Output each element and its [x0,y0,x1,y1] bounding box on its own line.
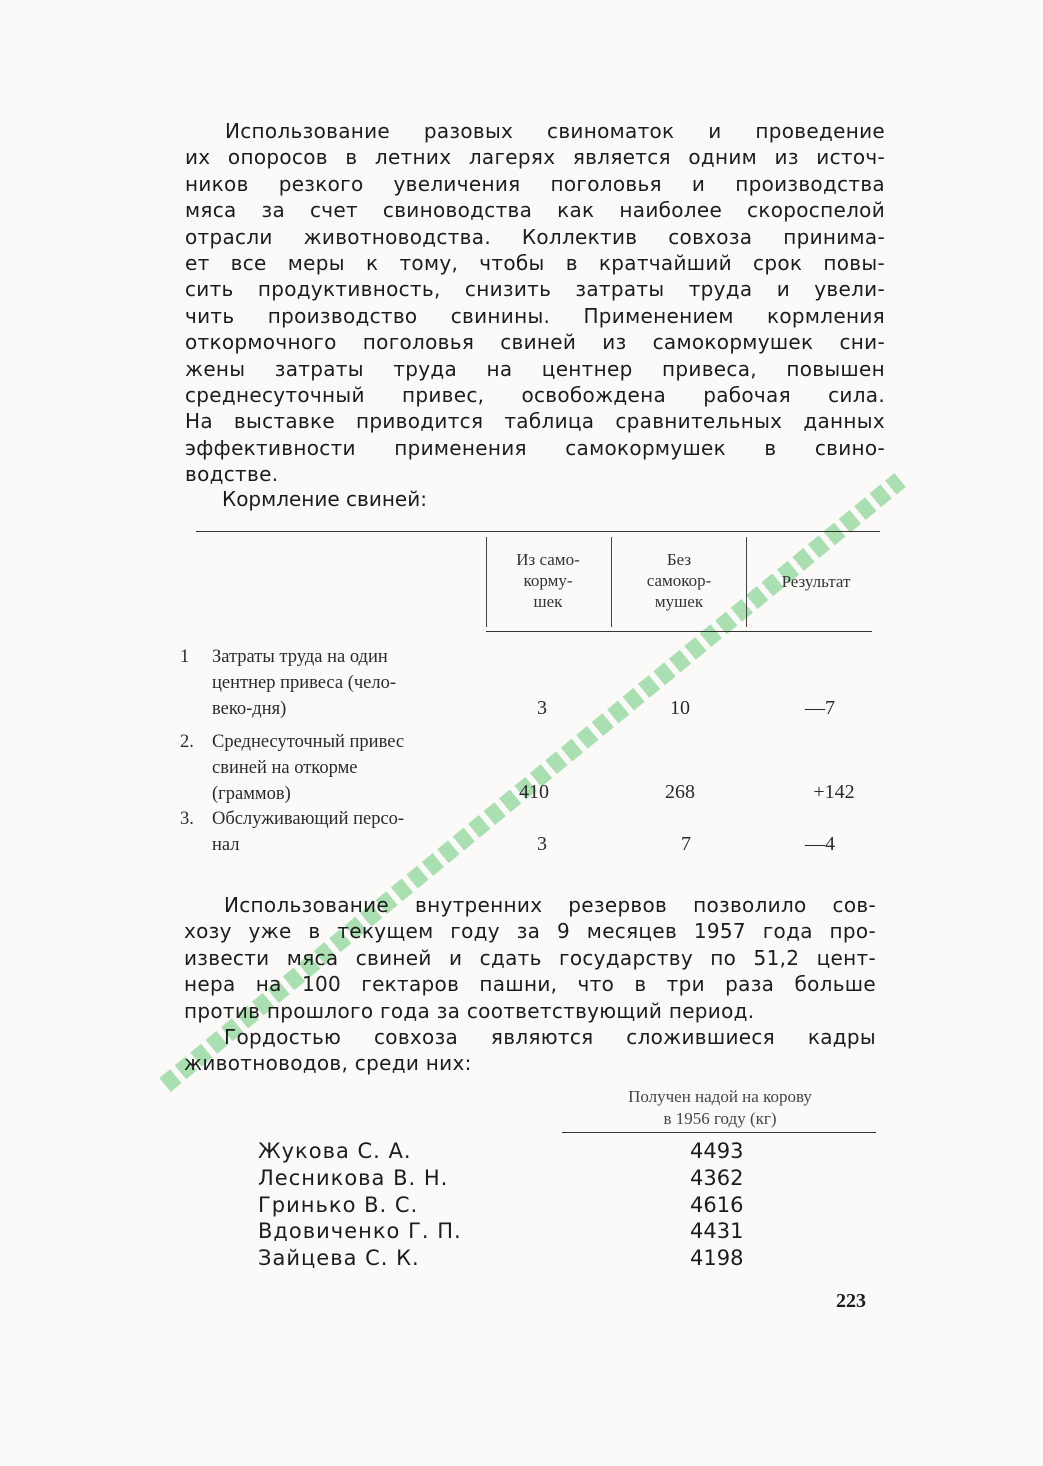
table-header-rule [486,631,872,632]
table-cell: 7 [681,833,691,855]
table-cell: 10 [670,697,690,719]
table-cell: 268 [665,781,695,803]
milk-header-rule [562,1132,876,1133]
reserves-paragraph [184,892,876,1024]
table-cell: 3 [537,697,547,719]
worker-name: Зайцева С. К. [258,1246,420,1270]
table-cell: 410 [519,781,549,803]
header-result: Результат [781,572,851,591]
text-line: мяса за счет свиноводства как наиболее скороспелой [185,198,885,223]
worker-name: Жукова С. А. [258,1139,412,1163]
milk-yield-value: 4431 [690,1219,744,1243]
text-line: против прошлого года за соответствующий период. [184,998,755,1023]
text-line: нера на 100 гектаров пашни, что в три раза больше [184,972,876,997]
table-row-label: 3. Обслуживающий персо- нал [180,809,405,855]
text-line: животноводов, среди них: [184,1051,472,1076]
table-top-rule [196,531,880,532]
pride-paragraph [184,1024,876,1077]
table-row-label: 1 Затраты труда на один центнер привеса (чело- веко-дня) [180,647,397,719]
text-line: водстве. [185,462,279,487]
table-cell: +142 [813,781,855,803]
text-line: жены затраты труда на центнер привеса, повышен [185,356,885,381]
worker-name: Гринько В. С. [258,1193,419,1217]
table-cell: —4 [805,833,835,855]
text-line: чить производство свинины. Применением кормления [185,303,885,328]
table-row-label: 2. Среднесуточный привес свиней на откорме (граммов) [180,732,405,804]
text-line: эффективности применения самокормушек в свино- [185,435,885,460]
text-line: среднесуточный привес, освобождена рабочая сила. [185,383,885,408]
milk-yield-value: 4198 [690,1246,744,1270]
milk-yield-value: 4362 [690,1166,744,1190]
column-divider [746,537,747,627]
text-line: их опоросов в летних лагерях является одним из источ- [185,145,885,170]
header-with-feeders: Из само- корму- шек [516,550,580,611]
text-line: откормочного поголовья свиней из самокормушек сни- [185,330,885,355]
text-line: Гордостью совхоза являются сложившиеся кадры [224,1025,876,1049]
worker-name: Вдовиченко Г. П. [258,1219,462,1243]
header-without-feeders: Без самокор- мушек [646,550,712,611]
milk-yield-header: Получен надой на корову в 1956 году (кг) [628,1087,812,1128]
text-line: отрасли животноводства. Коллектив совхоза принима- [185,224,885,249]
table-cell: —7 [805,697,835,719]
text-line: На выставке приводится таблица сравнительных данных [185,409,885,434]
table-cell: 3 [537,833,547,855]
milk-yield-value: 4616 [690,1193,744,1217]
text-line: Использование внутренних резервов позволило сов- [224,893,876,917]
text-line: ет все меры к тому, чтобы в кратчайший срок повы- [185,251,885,276]
milk-yield-value: 4493 [690,1139,744,1163]
column-divider [611,537,612,627]
intro-paragraph [185,118,885,488]
text-line: Использование разовых свиноматок и проведение [225,119,885,143]
text-line: сить продуктивность, снизить затраты труда и увели- [185,277,885,302]
column-divider [486,537,487,627]
page-number: 223 [836,1290,866,1312]
text-line: ников резкого увеличения поголовья и производства [185,171,885,196]
feeding-heading: Кормление свиней: [222,487,427,511]
text-line: извести мяса свиней и сдать государству по 51,2 цент- [184,945,876,970]
text-line: хозу уже в текущем году за 9 месяцев 1957 года про- [184,919,876,944]
worker-name: Лесникова В. Н. [258,1166,449,1190]
